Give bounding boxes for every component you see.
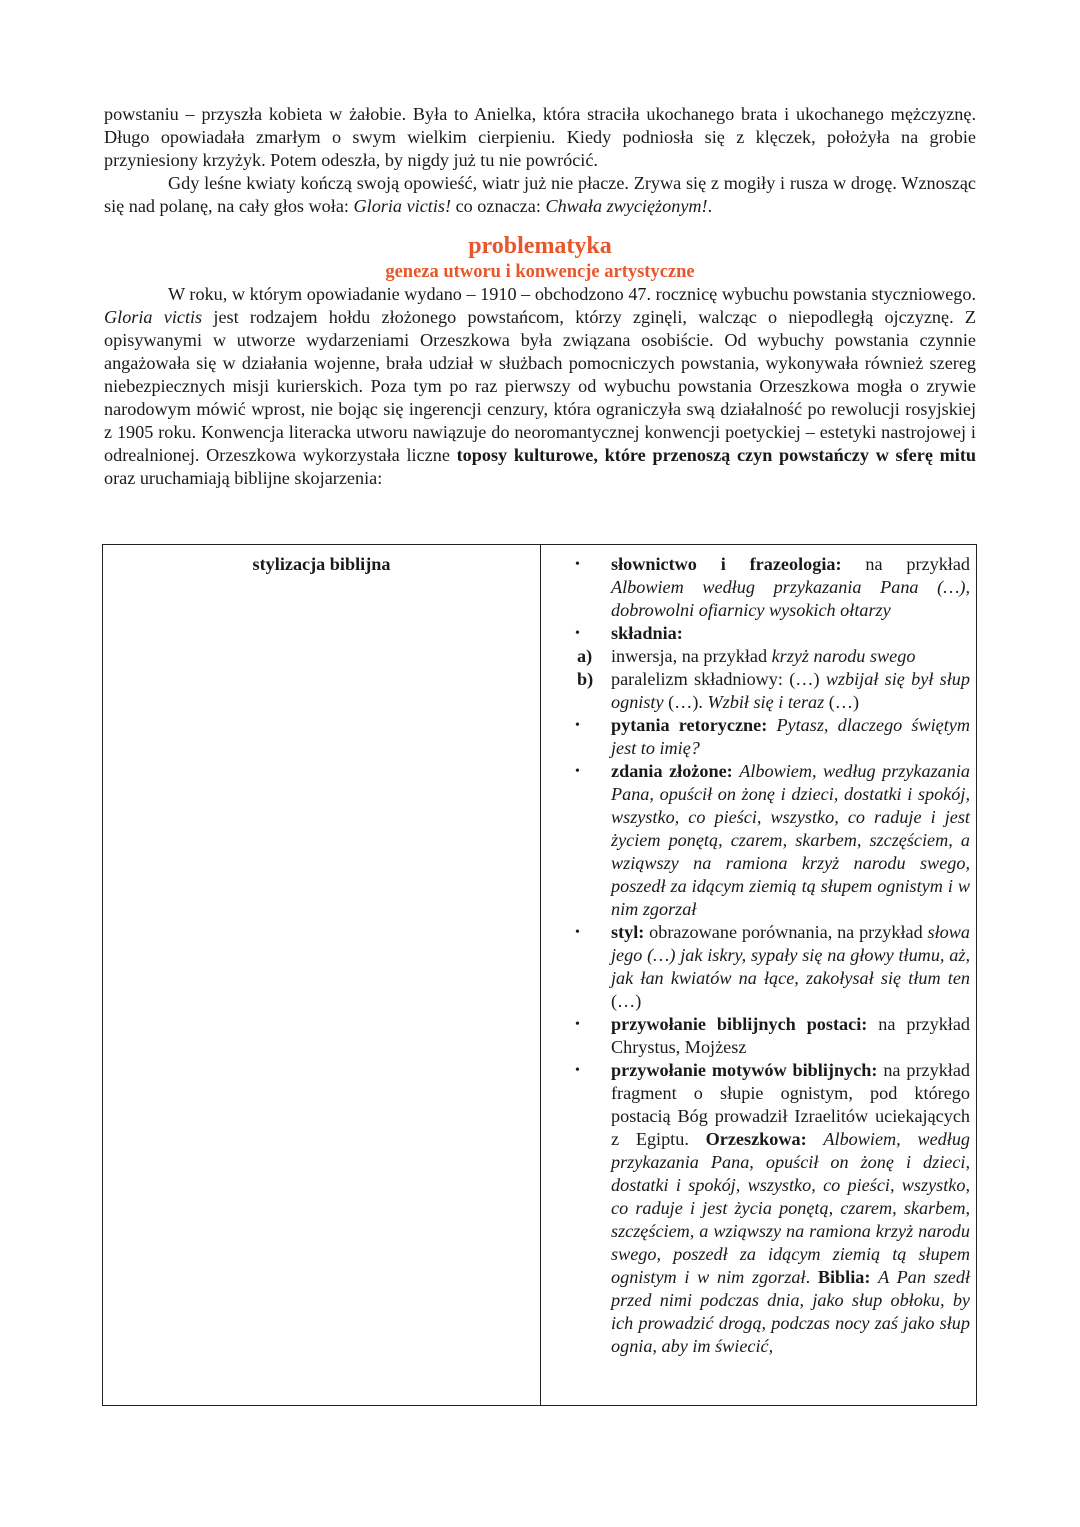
text-segment: słowa jego (…) jak iskry, sypały się na głowy tłumu, aż, jak łan kwiatów na łące, zakołysał się tłum ten [611, 922, 970, 988]
list-item-text [611, 1059, 970, 1358]
section-title: problematyka [468, 233, 612, 259]
text-segment: oraz uruchamiają biblijne skojarzenia: [104, 468, 383, 488]
list-item [541, 921, 970, 1013]
bullet-icon: • [575, 718, 580, 733]
list-item-text [611, 553, 970, 622]
list-item-text [611, 714, 970, 760]
bullet-icon: • [575, 557, 580, 572]
text-segment: (…). [663, 692, 708, 712]
document-page [104, 103, 976, 490]
table-items-cell [541, 545, 977, 1406]
text-segment: składnia: [611, 623, 683, 643]
section-subtitle: geneza utworu i konwencje artystyczne [385, 262, 695, 282]
text-segment: Pytasz, dlaczego świętym jest to imię? [611, 715, 970, 758]
list-item [541, 714, 970, 760]
text-segment: na przykład Chrystus, Mojżesz [611, 1014, 971, 1057]
text-segment: Gloria victis [104, 307, 203, 327]
text-segment: (…) [824, 692, 860, 712]
text-segment: inwersja, na przykład [611, 646, 772, 666]
list-item [541, 1013, 970, 1059]
list-item-marker: a) [577, 646, 593, 666]
text-segment: Albowiem, według przykazania Pana, opuścił on żonę i dzieci, dostatki i spokój, wszystko, co pieści, wszystko, co raduje i jest życiem ponętą, czarem, skarbem, szczęściem, a wziąwszy na ramiona krzyż narodu swego, poszedł za idącym ziemią tą słupem ognistym i w nim zgorzał [611, 761, 970, 919]
list-item [541, 553, 970, 622]
table-label: stylizacja biblijna [252, 554, 391, 574]
text-segment: na przykład [841, 554, 971, 574]
text-segment: jest rodzajem hołdu złożonego powstańcom, którzy zginęli, walcząc o niepodległą ojczyznę. Z opisywanymi w utworze wydarzeniami Orzeszkowa była związana osobiście. Od wybuchy powstania czynnie angażowała się w działania wojenne, brała udział w służbach pomocniczych powstania, wykonywała również szereg niebezpiecznych misji kurierskich. Poza tym po raz pierwszy od wybuchu powstania Orzeszkowa mogła o zrywie narodowym mówić wprost, nie bojąc się ingerencji cenzury, która ograniczyła swą działalność po rewolucji rosyjskiej z 1905 roku. Konwencja literacka utworu nawiązuje do neoromantycznej konwencji poetyckiej – estetyki nastrojowej i odrealnionej. Orzeszkowa wykorzystała liczne [104, 307, 976, 465]
text-segment: Gloria victis! [353, 196, 452, 216]
text-segment: na przykład fragment o słupie ognistym, pod którego postacią Bóg prowadził Izraelitów uciekających z Egiptu. [611, 1060, 971, 1149]
text-segment: toposy kulturowe, które przenoszą czyn powstańczy w sferę mitu [456, 445, 977, 465]
text-segment: co oznacza: [451, 196, 546, 216]
text-segment: Wzbił się i teraz [707, 692, 825, 712]
items-list [541, 553, 970, 1358]
text-segment: (…) [611, 991, 642, 1011]
bullet-icon: • [575, 764, 580, 779]
list-item-marker: b) [577, 669, 594, 689]
list-item [541, 668, 970, 714]
table-row [103, 545, 977, 1406]
list-item [541, 1059, 970, 1358]
text-segment: Gdy leśne kwiaty kończą swoją opowieść, wiatr już nie płacze. Zrywa się z mogiły i rusza w drogę. Wznosząc się nad polanę, na cały głos woła: [104, 173, 976, 216]
text-segment [807, 1129, 824, 1149]
list-item-text [611, 1013, 970, 1059]
text-segment: obrazowane porównania, na przykład [644, 922, 928, 942]
table-label-cell [103, 545, 541, 1406]
text-segment: . [707, 196, 713, 216]
text-segment: W roku, w którym opowiadanie wydano – 1910 – obchodzono 47. rocznicę wybuchu powstania styczniowego. [168, 284, 976, 304]
text-segment: paralelizm składniowy: (…) [611, 669, 826, 689]
text-segment: Biblia: [817, 1267, 871, 1287]
list-item-text [611, 921, 970, 1013]
text-segment: Chwała zwyciężonym! [545, 196, 708, 216]
list-item-text [611, 760, 970, 921]
bullet-icon: • [575, 626, 580, 641]
list-item-text [611, 645, 970, 668]
text-segment: słownictwo i frazeologia: [611, 554, 842, 574]
text-segment: Albowiem, według przykazania Pana, opuścił on żonę i dzieci, dostatki i spokój, wszystko, co pieści, wszystko, co raduje i jest życia ponętą, czarem, skarbem, szczęściem, a wziąwszy na ramiona krzyż narodu swego, poszedł za idącym ziemią tą słupem ognistym i w nim zgorzał [611, 1129, 971, 1287]
bullet-icon: • [575, 925, 580, 940]
text-segment: zdania złożone: [611, 761, 733, 781]
list-item [541, 622, 970, 645]
intro-paragraph-2 [104, 172, 976, 218]
text-segment: . [805, 1267, 818, 1287]
text-segment: wzbijał się był słup ognisty [611, 669, 970, 712]
text-segment: Albowiem według przykazania Pana (…), dobrowolni ofiarnicy wysokich ołtarzy [611, 577, 970, 620]
bullet-icon: • [575, 1017, 580, 1032]
text-segment: Orzeszkowa: [705, 1129, 807, 1149]
bullet-icon: • [575, 1063, 580, 1078]
list-item-text [611, 668, 970, 714]
text-segment: krzyż narodu swego [771, 646, 916, 666]
text-segment [870, 1267, 878, 1287]
text-segment: styl: [611, 922, 645, 942]
list-item [541, 760, 970, 921]
list-item [541, 645, 970, 668]
text-segment: A Pan szedł przed nimi podczas dnia, jako słup obłoku, by ich prowadzić drogą, podczas nocy zaś jako słup ognia, aby im świecić, [611, 1267, 971, 1356]
intro-paragraph-1 [104, 103, 976, 172]
text-segment: powstaniu – przyszła kobieta w żałobie. Była to Anielka, która straciła ukochanego brata i ukochanego mężczyznę. Długo opowiadała zmarłym o swym wielkim cierpieniu. Kiedy podniosła się z klęczek, położyła na grobie przyniesiony krzyżyk. Potem odeszła, by nigdy już tu nie powrócić. [104, 104, 976, 170]
text-segment: przywołanie biblijnych postaci: [611, 1014, 868, 1034]
list-item-text [611, 622, 970, 645]
genesis-paragraph [104, 283, 976, 490]
biblical-stylization-table [102, 544, 977, 1406]
text-segment: przywołanie motywów biblijnych: [611, 1060, 878, 1080]
text-segment: pytania retoryczne: [611, 715, 768, 735]
